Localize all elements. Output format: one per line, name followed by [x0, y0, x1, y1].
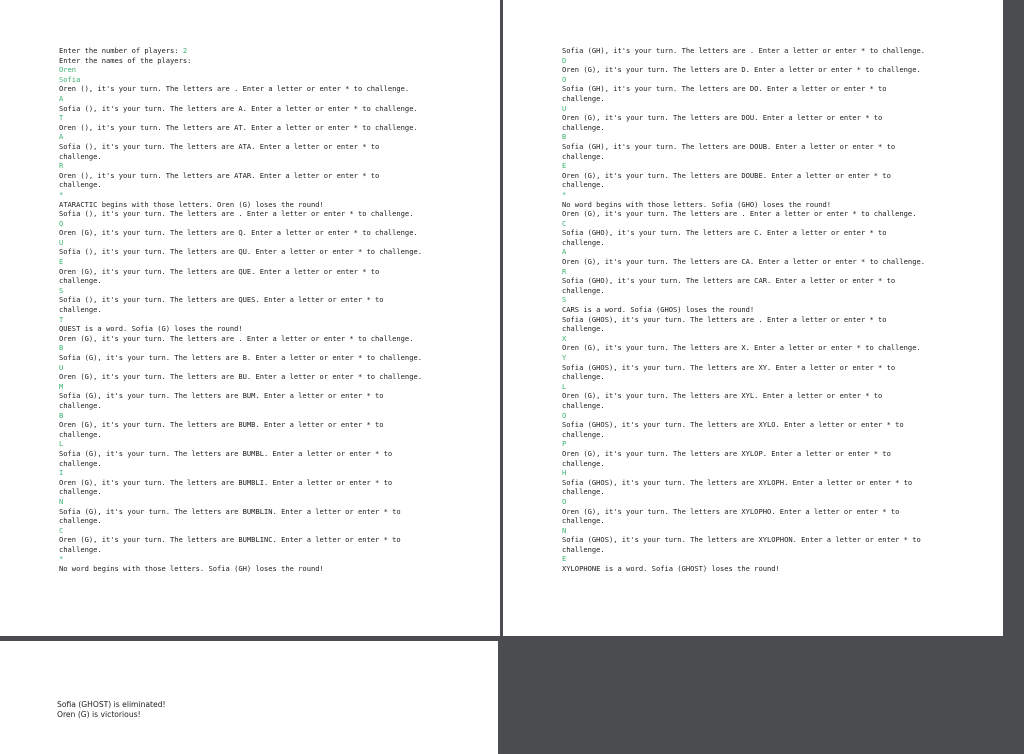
user-input-text: B — [59, 410, 64, 420]
output-text: QUEST is a word. Sofia (G) loses the round! — [59, 324, 243, 334]
console-line — [59, 459, 490, 469]
console-line — [59, 564, 490, 574]
console-line — [59, 200, 490, 210]
console-line — [59, 84, 490, 94]
output-text: challenge. — [562, 93, 605, 103]
console-line — [562, 180, 993, 190]
output-text: Oren (G), it's your turn. The letters are BUMB. Enter a letter or enter * to — [59, 420, 384, 430]
output-text: challenge. — [59, 151, 102, 161]
console-line — [562, 353, 993, 363]
console-line — [59, 257, 490, 267]
output-text: challenge. — [562, 516, 605, 526]
console-line — [562, 497, 993, 507]
user-input-text: D — [562, 55, 567, 65]
output-text: challenge. — [59, 544, 102, 554]
console-line — [59, 554, 490, 564]
page-1 — [0, 0, 500, 636]
console-line — [562, 276, 993, 286]
output-text: challenge. — [59, 487, 102, 497]
output-text: Oren (G), it's your turn. The letters are QUE. Enter a letter or enter * to — [59, 266, 380, 276]
user-input-text: Y — [562, 353, 567, 362]
output-text: challenge. — [562, 372, 605, 382]
user-input-text: O — [562, 496, 567, 506]
console-line — [562, 478, 993, 488]
console-line — [59, 247, 490, 257]
output-text: Sofia (), it's your turn. The letters are ATA. Enter a letter or enter * to — [59, 141, 380, 151]
console-line — [562, 430, 993, 440]
console-line — [57, 710, 488, 720]
output-text: Sofia (GHOS), it's your turn. The letters are XYLOPH. Enter a letter or enter * to — [562, 477, 913, 487]
output-text: challenge. — [59, 305, 102, 315]
console-line — [562, 324, 993, 334]
console-line — [562, 84, 993, 94]
console-line — [59, 315, 490, 325]
console-line — [562, 209, 993, 219]
console-line — [59, 267, 490, 277]
user-input-text: N — [59, 496, 64, 506]
output-text: challenge. — [59, 400, 102, 410]
output-text: Oren (), it's your turn. The letters are AT. Enter a letter or enter * to challenge. — [59, 122, 418, 132]
console-line — [562, 295, 993, 305]
console-line — [562, 75, 993, 85]
console-line — [59, 363, 490, 373]
user-input-text: A — [59, 132, 64, 142]
console-line — [59, 190, 490, 200]
console-line — [562, 449, 993, 459]
output-text: challenge. — [562, 285, 605, 295]
user-input-text: H — [562, 468, 567, 478]
output-text: challenge. — [59, 180, 102, 190]
console-line — [562, 526, 993, 536]
console-line — [59, 46, 490, 56]
console-line — [59, 507, 490, 517]
console-line — [59, 487, 490, 497]
user-input-text: Sofia — [59, 74, 81, 84]
output-text: challenge. — [562, 400, 605, 410]
output-text: Oren (G), it's your turn. The letters are XYLOP. Enter a letter or enter * to — [562, 448, 891, 458]
user-input-text: Oren — [59, 65, 77, 75]
user-input-text: * — [562, 189, 567, 199]
console-line — [59, 276, 490, 286]
user-input-text: O — [562, 410, 567, 420]
output-text: challenge. — [562, 458, 605, 468]
console-line — [59, 478, 490, 488]
output-text: Oren (G), it's your turn. The letters are . Enter a letter or enter * to challenge. — [59, 333, 414, 343]
console-line — [59, 391, 490, 401]
output-text: Sofia (G), it's your turn. The letters are BUM. Enter a letter or enter * to — [59, 391, 384, 401]
output-text: Enter the number of players: — [59, 46, 183, 55]
user-input-text: L — [59, 439, 64, 449]
output-text: Oren (G), it's your turn. The letters are BU. Enter a letter or enter * to challenge. — [59, 372, 423, 382]
console-line — [562, 439, 993, 449]
output-text: Oren (), it's your turn. The letters are . Enter a letter or enter * to challenge. — [59, 84, 410, 94]
console-line — [562, 459, 993, 469]
console-line — [562, 372, 993, 382]
console-line — [562, 516, 993, 526]
console-line — [562, 219, 993, 229]
user-input-text: B — [59, 343, 64, 353]
output-text: challenge. — [59, 429, 102, 439]
console-line — [59, 142, 490, 152]
output-text: Sofia (), it's your turn. The letters are QU. Enter a letter or enter * to challenge. — [59, 247, 423, 257]
page-2 — [503, 0, 1003, 636]
console-line — [59, 152, 490, 162]
output-text: Enter the names of the players: — [59, 55, 192, 65]
console-line — [59, 104, 490, 114]
user-input-text: R — [562, 266, 567, 276]
output-text: Sofia (G), it's your turn. The letters are B. Enter a letter or enter * to challenge. — [59, 353, 423, 362]
console-line — [59, 439, 490, 449]
user-input-text: S — [59, 285, 64, 295]
output-text: challenge. — [59, 458, 102, 468]
user-input-text: U — [59, 362, 64, 372]
console-line — [562, 257, 993, 267]
console-line — [562, 132, 993, 142]
console-line — [562, 401, 993, 411]
console-line — [59, 75, 490, 85]
console-line — [59, 219, 490, 229]
console-line — [59, 468, 490, 478]
output-text: challenge. — [562, 487, 605, 497]
console-line — [562, 286, 993, 296]
output-text: CARS is a word. Sofia (GHOS) loses the round! — [562, 305, 755, 315]
console-line — [59, 94, 490, 104]
console-line — [59, 343, 490, 353]
console-line — [59, 353, 490, 363]
output-text: No word begins with those letters. Sofia (GH) loses the round! — [59, 564, 324, 574]
output-text: Oren (G), it's your turn. The letters are D. Enter a letter or enter * to challenge. — [562, 65, 921, 75]
console-line — [562, 104, 993, 114]
output-text: ATARACTIC begins with those letters. Oren (G) loses the round! — [59, 199, 324, 209]
output-text: Oren (G), it's your turn. The letters are CA. Enter a letter or enter * to challenge. — [562, 257, 926, 267]
output-text: Oren (G), it's your turn. The letters are XYL. Enter a letter or enter * to — [562, 391, 883, 401]
console-output — [562, 46, 993, 574]
user-input-text: 2 — [182, 46, 188, 55]
user-input-text: C — [562, 218, 567, 228]
console-line — [562, 142, 993, 152]
console-line — [59, 372, 490, 382]
user-input-text: R — [59, 161, 64, 171]
console-line — [59, 65, 490, 75]
console-line — [59, 497, 490, 507]
console-line — [562, 46, 993, 56]
user-input-text: * — [59, 189, 64, 199]
output-text: Oren (G) is victorious! — [57, 710, 141, 719]
console-output — [59, 46, 490, 574]
console-line — [59, 305, 490, 315]
console-line — [59, 545, 490, 555]
console-line — [562, 161, 993, 171]
user-input-text: * — [59, 554, 64, 564]
console-line — [562, 94, 993, 104]
console-line — [562, 382, 993, 392]
console-line — [59, 295, 490, 305]
console-line — [562, 228, 993, 238]
output-text: challenge. — [562, 544, 605, 554]
output-text: challenge. — [562, 237, 605, 247]
output-text: Sofia (), it's your turn. The letters are . Enter a letter or enter * to challenge. — [59, 209, 414, 219]
console-line — [562, 363, 993, 373]
console-line — [562, 545, 993, 555]
user-input-text: E — [562, 554, 567, 564]
console-line — [562, 411, 993, 421]
output-text: Sofia (GHOS), it's your turn. The letters are XYLO. Enter a letter or enter * to — [562, 420, 904, 430]
console-line — [562, 190, 993, 200]
output-text: Sofia (GHOS), it's your turn. The letters are XY. Enter a letter or enter * to — [562, 362, 896, 372]
output-text: Sofia (GHOS), it's your turn. The letters are . Enter a letter or enter * to — [562, 314, 887, 324]
output-text: Oren (G), it's your turn. The letters are Q. Enter a letter or enter * to challenge. — [59, 228, 418, 238]
output-text: Sofia (), it's your turn. The letters are A. Enter a letter or enter * to challenge. — [59, 103, 418, 113]
console-line — [59, 161, 490, 171]
console-line — [562, 420, 993, 430]
console-line — [562, 247, 993, 257]
user-input-text: E — [59, 257, 64, 267]
console-line — [562, 507, 993, 517]
user-input-text: L — [562, 381, 567, 391]
console-line — [59, 56, 490, 66]
user-input-text: I — [59, 468, 64, 478]
output-text: Oren (), it's your turn. The letters are ATAR. Enter a letter or enter * to — [59, 170, 380, 180]
console-line — [562, 123, 993, 133]
output-text: Oren (G), it's your turn. The letters are . Enter a letter or enter * to challenge. — [562, 209, 917, 219]
output-text: No word begins with those letters. Sofia (GHO) loses the round! — [562, 199, 832, 209]
console-line — [59, 228, 490, 238]
user-input-text: T — [59, 113, 64, 123]
console-line — [59, 430, 490, 440]
console-line — [562, 343, 993, 353]
output-text: Oren (G), it's your turn. The letters are DOU. Enter a letter or enter * to — [562, 113, 883, 123]
console-line — [59, 516, 490, 526]
console-line — [562, 171, 993, 181]
user-input-text: M — [59, 381, 64, 391]
console-line — [57, 700, 488, 710]
output-text: Oren (G), it's your turn. The letters are BUMBLINC. Enter a letter or enter * to — [59, 535, 401, 545]
output-text: Sofia (GHO), it's your turn. The letters are CAR. Enter a letter or enter * to — [562, 276, 896, 286]
console-line — [562, 56, 993, 66]
output-text: challenge. — [59, 516, 102, 526]
output-text: challenge. — [562, 151, 605, 161]
console-line — [59, 209, 490, 219]
console-line — [562, 152, 993, 162]
console-line — [59, 526, 490, 536]
console-line — [59, 411, 490, 421]
console-line — [562, 305, 993, 315]
console-line — [562, 535, 993, 545]
console-line — [562, 200, 993, 210]
console-line — [562, 391, 993, 401]
output-text: Sofia (G), it's your turn. The letters are BUMBL. Enter a letter or enter * to — [59, 448, 393, 458]
user-input-text: O — [562, 74, 567, 84]
console-line — [562, 334, 993, 344]
user-input-text: A — [59, 93, 64, 103]
output-text: Sofia (GH), it's your turn. The letters are . Enter a letter or enter * to challenge. — [562, 46, 926, 55]
page-3 — [0, 641, 498, 754]
console-line — [562, 315, 993, 325]
console-line — [59, 334, 490, 344]
user-input-text: C — [59, 525, 64, 535]
user-input-text: E — [562, 161, 567, 171]
output-text: Sofia (GH), it's your turn. The letters are DO. Enter a letter or enter * to — [562, 84, 887, 94]
output-text: Sofia (GHOST) is eliminated! — [57, 700, 166, 709]
output-text: challenge. — [59, 276, 102, 286]
console-line — [562, 468, 993, 478]
console-line — [59, 171, 490, 181]
console-line — [562, 564, 993, 574]
output-text: Oren (G), it's your turn. The letters are BUMBLI. Enter a letter or enter * to — [59, 477, 393, 487]
output-text: Sofia (), it's your turn. The letters are QUES. Enter a letter or enter * to — [59, 295, 384, 305]
console-line — [59, 535, 490, 545]
console-line — [59, 401, 490, 411]
user-input-text: N — [562, 525, 567, 535]
console-line — [59, 123, 490, 133]
output-text: Sofia (GH), it's your turn. The letters are DOUB. Enter a letter or enter * to — [562, 141, 896, 151]
user-input-text: U — [562, 103, 567, 113]
output-text: XYLOPHONE is a word. Sofia (GHOST) loses the round! — [562, 564, 780, 574]
console-line — [562, 554, 993, 564]
output-text: challenge. — [562, 180, 605, 190]
console-line — [59, 286, 490, 296]
user-input-text: S — [562, 295, 567, 305]
console-line — [562, 65, 993, 75]
console-line — [59, 324, 490, 334]
output-text: challenge. — [562, 324, 605, 334]
console-line — [59, 113, 490, 123]
output-text: challenge. — [562, 122, 605, 132]
console-line — [59, 238, 490, 248]
console-line — [59, 132, 490, 142]
console-line — [562, 113, 993, 123]
output-text: Sofia (GHOS), it's your turn. The letters are XYLOPHON. Enter a letter or enter * to — [562, 535, 921, 545]
output-text: Oren (G), it's your turn. The letters are DOUBE. Enter a letter or enter * to — [562, 170, 891, 180]
console-line — [59, 382, 490, 392]
console-line — [59, 180, 490, 190]
user-input-text: P — [562, 439, 567, 449]
console-line — [562, 487, 993, 497]
output-text: Oren (G), it's your turn. The letters are XYLOPHO. Enter a letter or enter * to — [562, 506, 900, 516]
console-line — [59, 449, 490, 459]
user-input-text: T — [59, 314, 64, 324]
output-text: Sofia (G), it's your turn. The letters are BUMBLIN. Enter a letter or enter * to — [59, 506, 401, 516]
console-line — [562, 238, 993, 248]
console-output — [57, 700, 488, 720]
console-line — [562, 267, 993, 277]
console-line — [59, 420, 490, 430]
output-text: challenge. — [562, 429, 605, 439]
user-input-text: X — [562, 333, 567, 343]
user-input-text: A — [562, 247, 567, 257]
user-input-text: Q — [59, 218, 64, 228]
output-text: Sofia (GHO), it's your turn. The letters are C. Enter a letter or enter * to — [562, 228, 887, 238]
user-input-text: B — [562, 132, 567, 142]
user-input-text: U — [59, 237, 64, 247]
output-text: Oren (G), it's your turn. The letters are X. Enter a letter or enter * to challenge. — [562, 343, 921, 353]
